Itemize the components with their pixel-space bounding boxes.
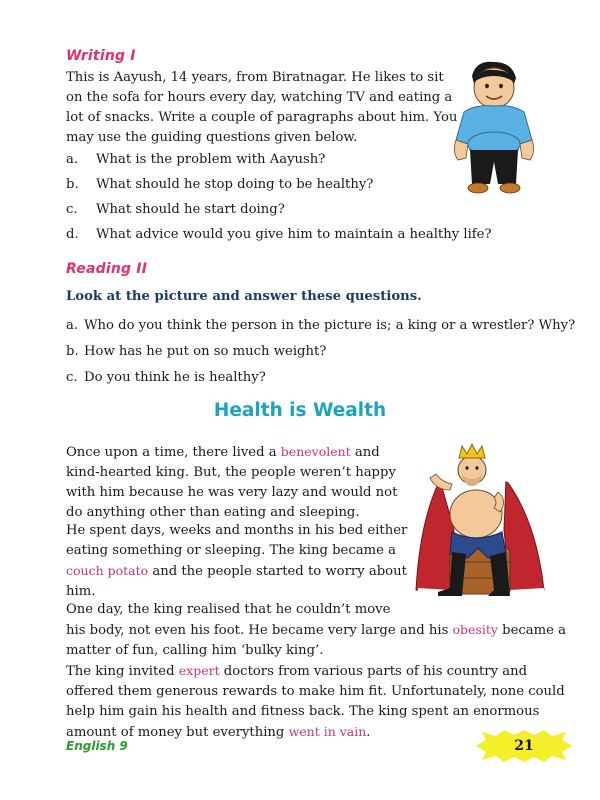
reading-instruction: Look at the picture and answer these questions. [66,289,422,304]
prompt-line: on the sofa for hours every day, watching TV and eating a [66,90,453,105]
vocab-word: obesity [452,622,498,637]
vocab-word: benevolent [280,444,351,459]
page-number: 21 [514,738,534,754]
writing-prompt [66,68,457,148]
vocab-word: expert [178,663,220,678]
story-paragraph: Once upon a time, there lived a benevolent and kind-hearted king. But, the people weren’t happy with him because he was very lazy and would not do anything other than eating and sleeping. [66,444,398,520]
list-item: c. What should he start doing? [66,202,285,217]
writing-heading: Writing I [66,48,136,64]
list-item: a. Who do you think the person in the picture is; a king or a wrestler? Why? [66,318,576,333]
list-item: d. What advice would you give him to maintain a healthy life? [66,227,492,242]
prompt-line: lot of snacks. Write a couple of paragraphs about him. You [66,110,458,125]
story-paragraph: The king invited expert doctors from various parts of his country and offered them generous rewards to make him fit. Unfortunately, none could help him gain his health and fitness back. The king spent an enormous amount of money but everything went in vain. [66,663,565,740]
story-paragraph: One day, the king realised that he couldn’t move his body, not even his foot. He became very large and his obesity became a matter of fun, calling him ‘bulky king’. [66,602,567,658]
list-item: c. Do you think he is healthy? [66,370,266,385]
writing-questions [66,150,492,250]
prompt-line: This is Aayush, 14 years, from Biratnagar. He likes to sit [66,70,444,85]
reading-questions [66,316,575,394]
aayush-illustration [436,58,546,196]
footer-book-label: English 9 [66,739,128,753]
list-item: b. What should he stop doing to be healthy? [66,177,374,192]
king-illustration [410,440,550,600]
story-title: Health is Wealth [213,400,387,421]
list-item: a. What is the problem with Aayush? [66,152,326,167]
reading-heading: Reading II [66,261,148,277]
vocab-word: couch potato [66,563,149,578]
list-item: b. How has he put on so much weight? [66,344,327,359]
story-paragraph: He spent days, weeks and months in his bed either eating something or sleeping. The king became a couch potato and the people started to worry about him. [66,523,408,599]
vocab-word: went in vain [288,724,367,739]
prompt-line: may use the guiding questions given below. [66,130,358,145]
